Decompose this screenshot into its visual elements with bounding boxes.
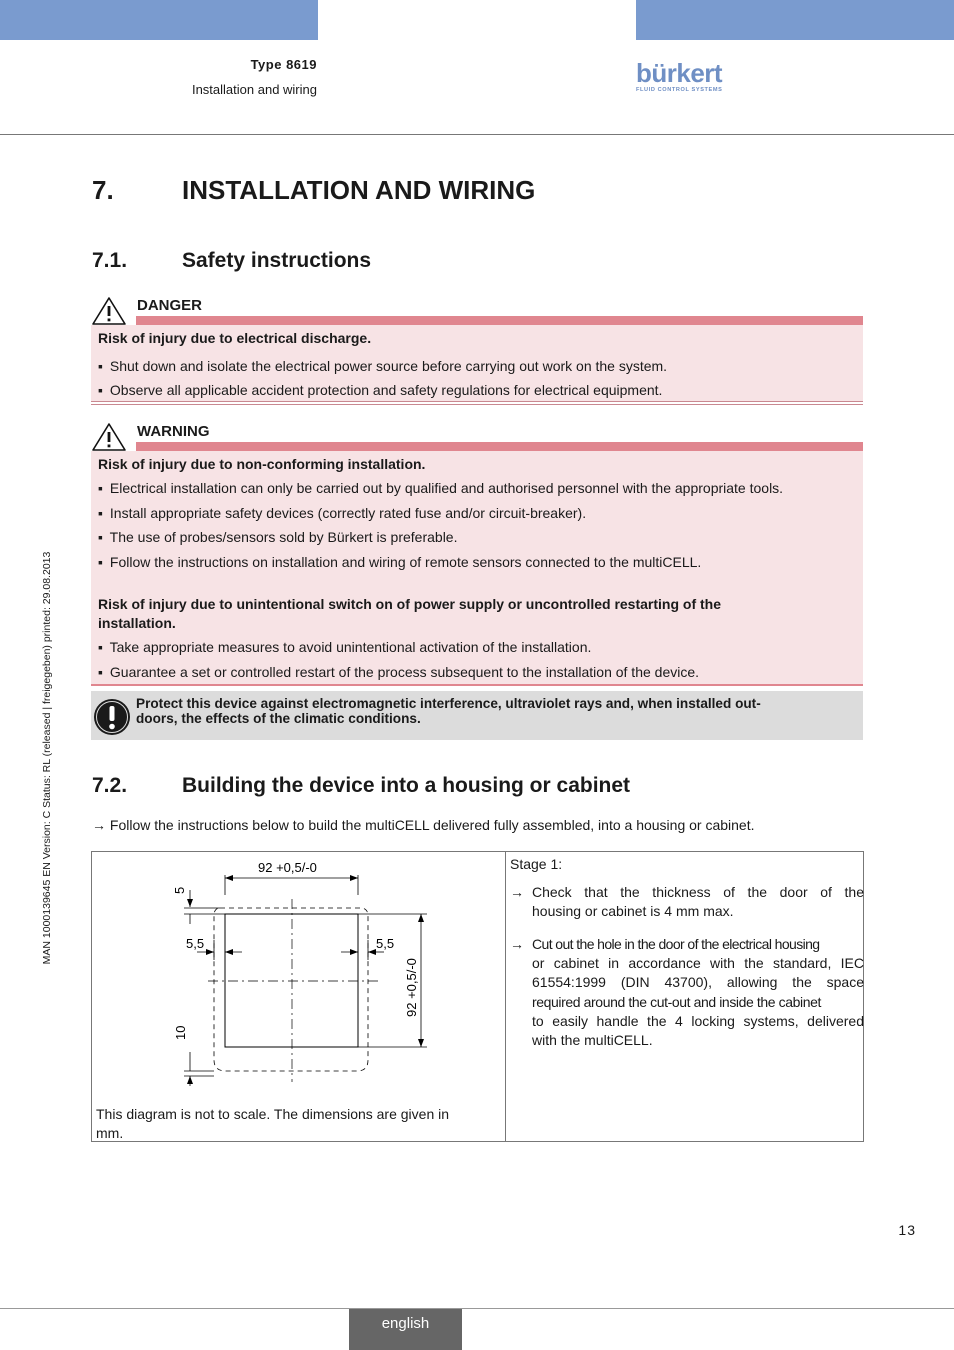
cutout-diagram: [92, 852, 504, 1102]
warning-bar: [136, 442, 863, 451]
logo-word: bürkert: [636, 58, 723, 88]
note-text: Protect this device against electromagnetic interference, ultraviolet rays and, when installed out- doors, the effects of the climatic conditions.: [136, 696, 761, 726]
exclamation-icon: [93, 698, 131, 736]
dim-bottom-label: 10: [173, 1025, 188, 1040]
section-number: 7.1.: [92, 249, 128, 272]
instructions-cell: Stage 1: → Check that the thickness of the door of the housing or cabinet is 4 mm max. → Cut out the hole in the door of the electrical housing or cabinet in accordance with the standard, IEC 61554:1999 (DIN 43700), allowing the space required around the cut-out and inside the cabinet to easily handle the 4 locking systems, delivered with the multiCELL.: [506, 852, 864, 1142]
danger-bottom-rule: [91, 404, 863, 405]
warning-bullet: ▪ Electrical installation can only be carried out by qualified and authorised personnel with the appropriate tools.: [98, 480, 784, 496]
warning-bullet: ▪ The use of probes/sensors sold by Bürkert is preferable.: [98, 529, 458, 545]
note-box: [91, 691, 863, 740]
diagram-caption: This diagram is not to scale. The dimensions are given in mm.: [96, 1106, 450, 1141]
section-number: 7.2.: [92, 774, 128, 797]
dim-top-label: 5: [172, 886, 187, 894]
danger-bottom-rule: [91, 401, 863, 402]
document-side-note: MAN 1000139645 EN Version: C Status: RL (released | freigegeben) printed: 29.08.2013: [41, 551, 53, 965]
dim-width-label: 92 +0,5/-0: [258, 860, 317, 875]
danger-warning-triangle-icon: [91, 296, 127, 326]
warning-bottom-rule: [91, 684, 863, 686]
warning-box: [91, 451, 863, 684]
section-title: Safety instructions: [182, 249, 372, 272]
header-bar-right: [636, 0, 954, 40]
warning-bullet: ▪ Take appropriate measures to avoid unintentional activation of the installation.: [98, 639, 592, 655]
dim-right-label: 5,5: [376, 936, 395, 951]
language-tab: english: [349, 1309, 462, 1350]
cutout-table: [91, 851, 864, 1142]
warning-heading: installation.: [98, 615, 176, 631]
chapter-title: INSTALLATION AND WIRING: [182, 175, 536, 205]
dim-height-label: 92 +0,5/-0: [404, 958, 419, 1017]
chapter-number: 7.: [92, 175, 114, 205]
section-title: Building the device into a housing or cabinet: [182, 774, 631, 797]
intro-instruction: → Follow the instructions below to build the multiCELL delivered fully assembled, into a housing or cabinet.: [92, 817, 755, 833]
stage-title: Stage 1:: [510, 856, 563, 872]
warning-heading: Risk of injury due to non-conforming installation.: [98, 456, 426, 472]
warning-bullet: ▪ Follow the instructions on installation and wiring of remote sensors connected to the multiCELL.: [98, 554, 702, 570]
danger-bullet: ▪ Shut down and isolate the electrical power source before carrying out work on the system.: [98, 358, 668, 374]
danger-bar: [136, 316, 863, 325]
warning-heading: Risk of injury due to unintentional switch on of power supply or uncontrolled restarting of the: [98, 596, 722, 612]
page-number: 13: [898, 1222, 916, 1238]
warning-triangle-icon: [91, 422, 127, 452]
danger-heading: Risk of injury due to electrical discharge.: [98, 330, 372, 346]
diagram-cell: [92, 852, 506, 1142]
header-bar-left: [0, 0, 318, 40]
burkert-logo: [636, 60, 736, 93]
header-divider: [0, 134, 954, 135]
document-type: Type 8619: [250, 57, 317, 72]
danger-box: [91, 325, 863, 401]
footer-divider: [0, 1308, 954, 1309]
warning-bullet: ▪ Guarantee a set or controlled restart of the process subsequent to the installation of the device.: [98, 664, 700, 680]
dim-left-label: 5,5: [186, 936, 205, 951]
header-subtitle: Installation and wiring: [191, 82, 317, 97]
danger-bullet: ▪ Observe all applicable accident protection and safety regulations for electrical equipment.: [98, 382, 663, 398]
danger-label: DANGER: [137, 297, 203, 314]
warning-label: WARNING: [137, 423, 210, 440]
warning-bullet: ▪ Install appropriate safety devices (correctly rated fuse and/or circuit-breaker).: [98, 505, 587, 521]
logo-tagline: FLUID CONTROL SYSTEMS: [636, 87, 723, 93]
